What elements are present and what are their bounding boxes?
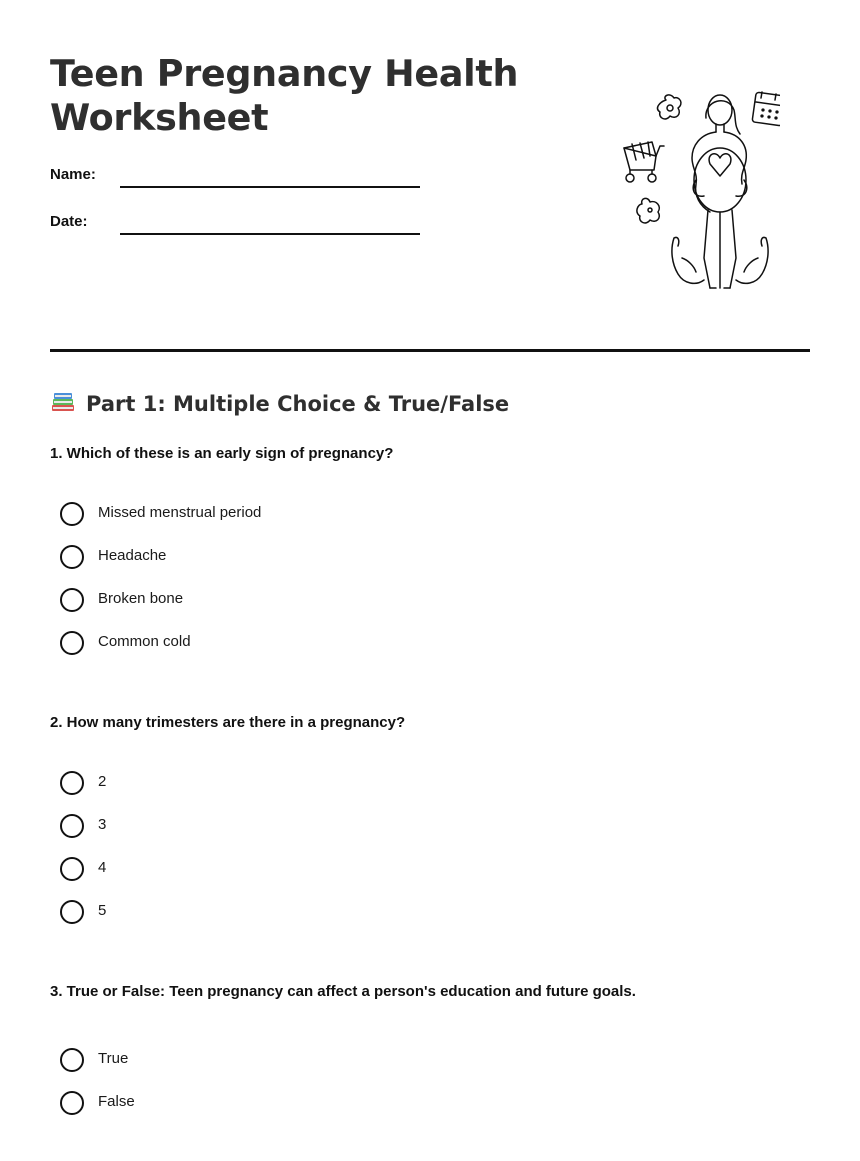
radio-button[interactable] [60,1091,84,1115]
answer-options [60,1048,460,1134]
option-label: 3 [98,816,107,833]
option-label: False [98,1093,135,1110]
calendar-icon [752,92,780,126]
option-label: Headache [98,547,167,564]
name-line[interactable] [120,186,420,188]
answer-option[interactable] [60,771,460,814]
date-line[interactable] [120,233,420,235]
question-2 [50,714,810,919]
radio-button[interactable] [60,631,84,655]
question-text: 1. Which of these is an early sign of pregnancy? [50,445,394,462]
name-label: Name: [50,166,96,183]
option-label: 2 [98,773,107,790]
part1-heading-text: Part 1: Multiple Choice & True/False [86,392,510,416]
question-text: 2. How many trimesters are there in a pregnancy? [50,714,406,731]
teether-icon [658,95,681,119]
radio-button[interactable] [60,502,84,526]
plush-toy-icon [637,198,659,223]
answer-option[interactable] [60,857,460,900]
answer-option[interactable] [60,1048,460,1091]
radio-button[interactable] [60,588,84,612]
answer-option[interactable] [60,631,460,674]
option-label: Broken bone [98,590,184,607]
radio-button[interactable] [60,771,84,795]
pregnancy-illustration-icon [570,88,780,294]
option-label: Common cold [98,633,191,650]
question-1 [50,445,810,650]
question-text: 3. True or False: Teen pregnancy can affect a person's education and future goals. [50,983,636,1000]
answer-options [60,502,460,674]
radio-button[interactable] [60,900,84,924]
option-label: True [98,1050,129,1067]
stroller-icon [624,142,664,182]
radio-button[interactable] [60,1048,84,1072]
option-label: 4 [98,859,107,876]
part1-heading [50,389,509,419]
date-label: Date: [50,213,88,230]
answer-option[interactable] [60,588,460,631]
answer-option[interactable] [60,502,460,545]
option-label: 5 [98,902,107,919]
question-3 [50,983,810,1110]
radio-button[interactable] [60,545,84,569]
radio-button[interactable] [60,857,84,881]
date-field[interactable] [50,213,430,237]
name-field[interactable] [50,166,430,190]
answer-option[interactable] [60,814,460,857]
books-icon [50,390,76,414]
answer-option[interactable] [60,1091,460,1134]
worksheet-title: Teen Pregnancy Health Worksheet [50,52,519,139]
option-label: Missed menstrual period [98,504,262,521]
answer-option[interactable] [60,545,460,588]
radio-button[interactable] [60,814,84,838]
answer-options [60,771,460,943]
section-divider [50,349,810,352]
answer-option[interactable] [60,900,460,943]
pregnant-woman-figure [692,95,747,288]
